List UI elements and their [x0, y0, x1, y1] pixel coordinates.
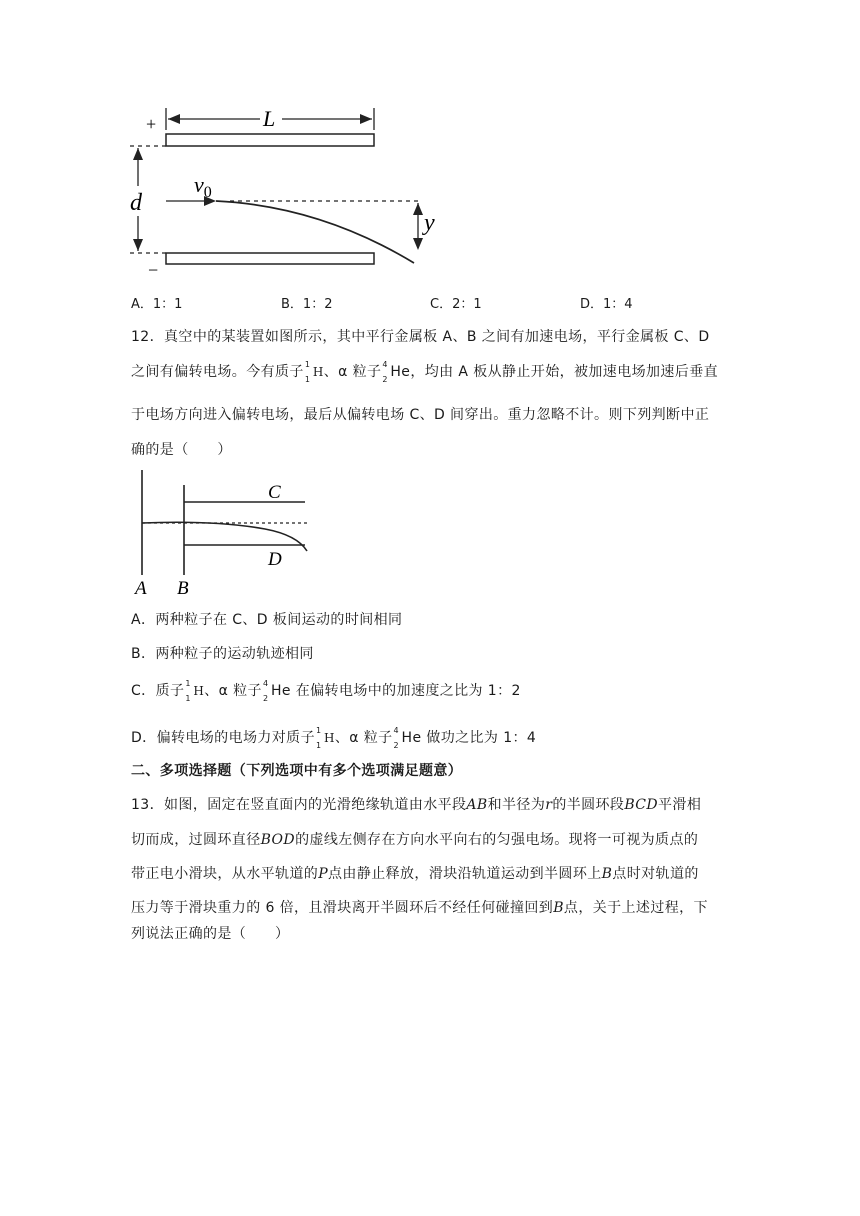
label-A: A	[135, 578, 147, 599]
alpha-isotope: 4 2	[262, 679, 269, 703]
q12-line-4: 确的是（ ）	[131, 442, 232, 458]
section-title: 二、多项选择题（下列选项中有多个选项满足题意）	[131, 763, 463, 779]
particle-path	[142, 522, 307, 551]
d-arrowhead-up	[133, 148, 143, 160]
q13-line-4: 压力等于滑块重力的 6 倍，且滑块离开半圆环后不经任何碰撞回到B点，关于上述过程，下	[131, 900, 708, 916]
q13-line-2: 切而成，过圆环直径BOD的虚线左侧存在方向水平向右的匀强电场。现将一可视为质点的	[131, 832, 699, 848]
d-arrowhead-down	[133, 239, 143, 251]
deflection-figure	[120, 100, 450, 280]
label-D: D	[268, 549, 282, 570]
plus-sign: +	[146, 114, 157, 134]
minus-sign: −	[148, 260, 159, 280]
alpha-isotope: 4 2	[393, 726, 400, 750]
bottom-plate	[166, 253, 374, 264]
q12-option-b[interactable]: B．两种粒子的运动轨迹相同	[131, 646, 314, 662]
q12-line-1: 12．真空中的某装置如图所示，其中平行金属板 A、B 之间有加速电场，平行金属板 C、D	[131, 329, 710, 345]
q11-options	[0, 293, 860, 313]
proton-isotope: 1 1	[304, 360, 311, 384]
q12-option-d[interactable]: D．偏转电场的电场力对质子 1 1 H、α 粒子 4 2 He 做功之比为 1：4	[131, 726, 537, 750]
alpha-isotope: 4 2	[382, 360, 388, 384]
q12-line-2: 之间有偏转电场。今有质子 1 1 H、α 粒子 4 2 He，均由 A 板从静止开始，被加速电场加速后垂直	[131, 360, 718, 384]
label-v0: $v_0$	[194, 172, 212, 201]
proton-isotope: 1 1	[185, 679, 191, 703]
L-arrowhead-right	[360, 114, 372, 124]
y-arrowhead-down	[413, 238, 423, 250]
q11-option-d[interactable]: D．1：4	[580, 297, 633, 312]
q13-line-5: 列说法正确的是（ ）	[131, 926, 290, 942]
q11-option-a[interactable]: A．1：1	[131, 297, 183, 312]
q11-option-b[interactable]: B．1：2	[281, 297, 333, 312]
top-plate	[166, 134, 374, 146]
label-C: C	[268, 482, 281, 503]
q11-option-c[interactable]: C．2：1	[430, 297, 482, 312]
q12-line-3: 于电场方向进入偏转电场，最后从偏转电场 C、D 间穿出。重力忽略不计。则下列判断中正	[131, 407, 710, 423]
label-d: d	[130, 190, 142, 216]
y-arrowhead-up	[413, 203, 423, 215]
q12-option-a[interactable]: A．两种粒子在 C、D 板间运动的时间相同	[131, 612, 403, 628]
q13-line-3: 带正电小滑块，从水平轨道的P点由静止释放，滑块沿轨道运动到半圆环上B点时对轨道的	[131, 866, 699, 882]
proton-isotope: 1 1	[315, 726, 322, 750]
q13-line-1: 13．如图，固定在竖直面内的光滑绝缘轨道由水平段AB和半径为r的半圆环段BCD平滑相	[131, 797, 702, 813]
accelerator-figure	[125, 465, 325, 600]
label-L: L	[263, 106, 276, 131]
q12-option-c[interactable]: C．质子 1 1 H、α 粒子 4 2 He 在偏转电场中的加速度之比为 1：2	[131, 679, 521, 703]
L-arrowhead-left	[168, 114, 180, 124]
label-B: B	[177, 578, 189, 599]
label-y: y	[424, 210, 435, 236]
